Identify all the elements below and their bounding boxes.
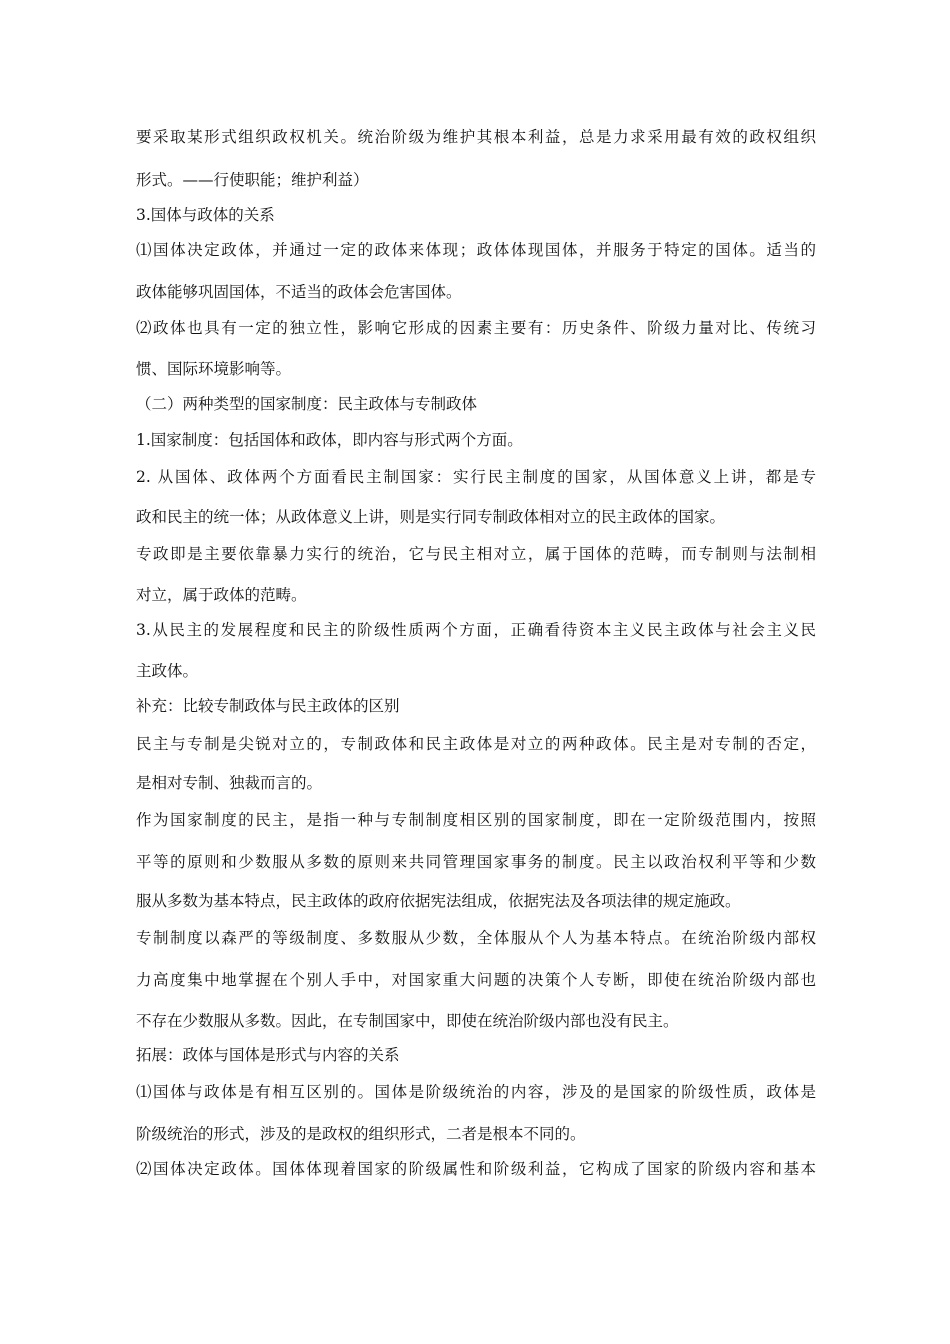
text-line: 力高度集中地掌握在个别人手中，对国家重大问题的决策个人专断，即使在统治阶级内部也 <box>136 971 816 989</box>
text-line: 惯、国际环境影响等。 <box>136 360 292 378</box>
section-heading: 拓展：政体与国体是形式与内容的关系 <box>136 1046 400 1064</box>
text-line: 对立，属于政体的范畴。 <box>136 586 307 604</box>
text-line: 专制制度以森严的等级制度、多数服从少数，全体服从个人为基本特点。在统治阶级内部权 <box>136 929 816 947</box>
text-line: ⑴国体决定政体，并通过一定的政体来体现；政体体现国体，并服务于特定的国体。适当的 <box>136 241 816 259</box>
text-line: 民主与专制是尖锐对立的，专制政体和民主政体是对立的两种政体。民主是对专制的否定， <box>136 735 816 753</box>
text-line: 是相对专制、独裁而言的。 <box>136 774 323 792</box>
section-heading: 1.国家制度：包括国体和政体，即内容与形式两个方面。 <box>136 431 523 449</box>
text-line: 平等的原则和少数服从多数的原则来共同管理国家事务的制度。民主以政治权利平等和少数 <box>136 853 816 871</box>
text-line: 政和民主的统一体；从政体意义上讲，则是实行同专制政体相对立的民主政体的国家。 <box>136 508 726 526</box>
text-line: 不存在少数服从多数。因此，在专制国家中，即使在统治阶级内部也没有民主。 <box>136 1012 679 1030</box>
text-line: 专政即是主要依靠暴力实行的统治，它与民主相对立，属于国体的范畴，而专制则与法制相 <box>136 545 816 563</box>
section-heading: 3.国体与政体的关系 <box>136 206 275 224</box>
text-line: 主政体。 <box>136 662 199 680</box>
text-line: 作为国家制度的民主，是指一种与专制制度相区别的国家制度，即在一定阶级范围内，按照 <box>136 811 816 829</box>
text-line: 形式。——行使职能；维护利益） <box>136 171 369 189</box>
text-line: ⑴国体与政体是有相互区别的。国体是阶级统治的内容，涉及的是国家的阶级性质，政体是 <box>136 1083 816 1101</box>
text-line: 2. 从国体、政体两个方面看民主制国家：实行民主制度的国家，从国体意义上讲，都是专 <box>136 468 816 486</box>
text-line: ⑵政体也具有一定的独立性，影响它形成的因素主要有：历史条件、阶级力量对比、传统习 <box>136 319 816 337</box>
text-line: 要采取某形式组织政权机关。统治阶级为维护其根本利益，总是力求采用最有效的政权组织 <box>136 128 816 146</box>
text-line: 服从多数为基本特点，民主政体的政府依据宪法组成，依据宪法及各项法律的规定施政。 <box>136 892 741 910</box>
text-line: 政体能够巩固国体，不适当的政体会危害国体。 <box>136 283 462 301</box>
section-heading: 补充：比较专制政体与民主政体的区别 <box>136 697 400 715</box>
text-line: ⑵国体决定政体。国体体现着国家的阶级属性和阶级利益，它构成了国家的阶级内容和基本 <box>136 1160 816 1178</box>
text-line: 阶级统治的形式，涉及的是政权的组织形式，二者是根本不同的。 <box>136 1125 586 1143</box>
section-heading: （二）两种类型的国家制度：民主政体与专制政体 <box>136 395 478 413</box>
text-line: 3.从民主的发展程度和民主的阶级性质两个方面，正确看待资本主义民主政体与社会主义民 <box>136 621 816 639</box>
